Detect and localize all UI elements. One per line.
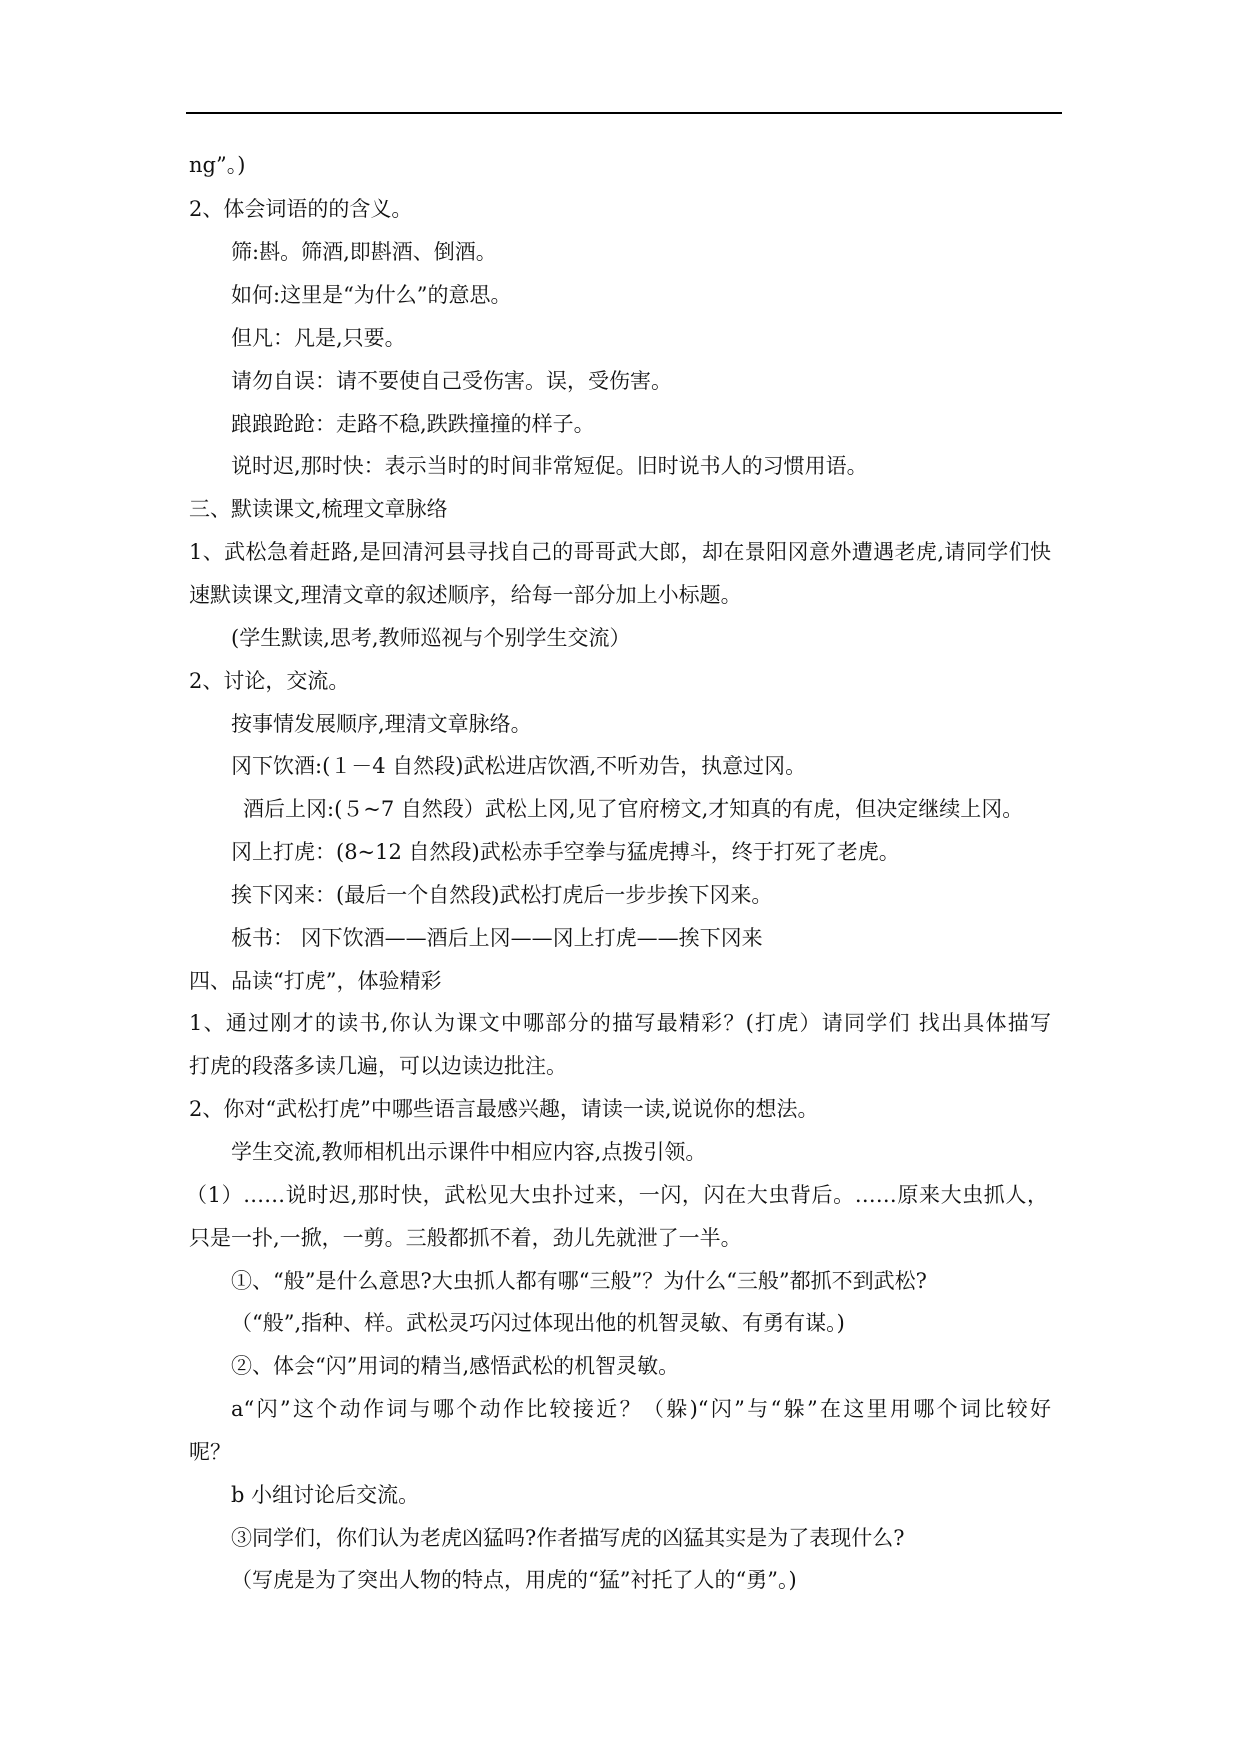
text-line: 说时迟,那时快：表示当时的时间非常短促。旧时说书人的习惯用语。 [231,454,868,478]
text-line: 2、体会词语的的含义。 [189,197,413,221]
text-line: 1、武松急着赶路,是回清河县寻找自己的哥哥武大郎，却在景阳冈意外遭遇老虎,请同学们快 [189,540,1051,564]
text-line: 2、讨论，交流。 [189,669,350,693]
text-line: 请勿自误：请不要使自己受伤害。误，受伤害。 [231,369,672,393]
section-heading: 四、品读“打虎”，体验精彩 [189,969,442,993]
text-line: 冈上打虎：(8~12 自然段)武松赤手空拳与猛虎搏斗，终于打死了老虎。 [231,840,900,864]
header-rule [186,112,1062,114]
text-line: ③同学们，你们认为老虎凶猛吗?作者描写虎的凶猛其实是为了表现什么? [231,1526,905,1550]
text-line: 冈下饮酒:(１－4 自然段)武松进店饮酒,不听劝告，执意过冈。 [231,754,807,778]
text-line: 酒后上冈:(５~7 自然段）武松上冈,见了官府榜文,才知真的有虎，但决定继续上冈。 [243,797,1024,821]
text-line: (学生默读,思考,教师巡视与个别学生交流） [231,626,631,650]
text-line: 1、通过刚才的读书,你认为课文中哪部分的描写最精彩？(打虎）请同学们 找出具体描写 [189,1011,1051,1035]
text-line: 打虎的段落多读几遍，可以边读边批注。 [189,1054,567,1078]
blackboard-text: 板书： 冈下饮酒——酒后上冈——冈上打虎——挨下冈来 [231,926,763,950]
text-line: a“闪”这个动作词与哪个动作比较接近？（躲)“闪”与“躲”在这里用哪个词比较好 [231,1397,1051,1421]
text-line: ng”。) [189,153,246,177]
text-line: 踉踉跄跄：走路不稳,跌跌撞撞的样子。 [231,412,595,436]
text-line: 学生交流,教师相机出示课件中相应内容,点拨引领。 [231,1140,707,1164]
text-line: b 小组讨论后交流。 [231,1483,420,1507]
text-line: 如何:这里是“为什么”的意思。 [231,283,512,307]
text-line: （“般”,指种、样。武松灵巧闪过体现出他的机智灵敏、有勇有谋。) [231,1311,845,1335]
text-line: 2、你对“武松打虎”中哪些语言最感兴趣，请读一读,说说你的想法。 [189,1097,819,1121]
text-line: 但凡：凡是,只要。 [231,326,406,350]
text-line: 挨下冈来：(最后一个自然段)武松打虎后一步步挨下冈来。 [231,883,773,907]
text-line: 只是一扑,一掀，一剪。三般都抓不着，劲儿先就泄了一半。 [189,1226,742,1250]
text-line: （写虎是为了突出人物的特点，用虎的“猛”衬托了人的“勇”。) [231,1568,797,1592]
text-line: ①、“般”是什么意思?大虫抓人都有哪“三般”？为什么“三般”都抓不到武松? [231,1269,927,1293]
text-line: 呢？ [189,1440,231,1464]
text-line: （1）……说时迟,那时快，武松见大虫扑过来，一闪，闪在大虫背后。……原来大虫抓人， [186,1183,1048,1207]
section-heading: 三、默读课文,梳理文章脉络 [189,497,448,521]
text-line: 筛:斟。筛酒,即斟酒、倒酒。 [231,240,497,264]
text-line: ②、体会“闪”用词的精当,感悟武松的机智灵敏。 [231,1354,680,1378]
text-line: 按事情发展顺序,理清文章脉络。 [231,712,532,736]
text-line: 速默读课文,理清文章的叙述顺序，给每一部分加上小标题。 [189,583,742,607]
